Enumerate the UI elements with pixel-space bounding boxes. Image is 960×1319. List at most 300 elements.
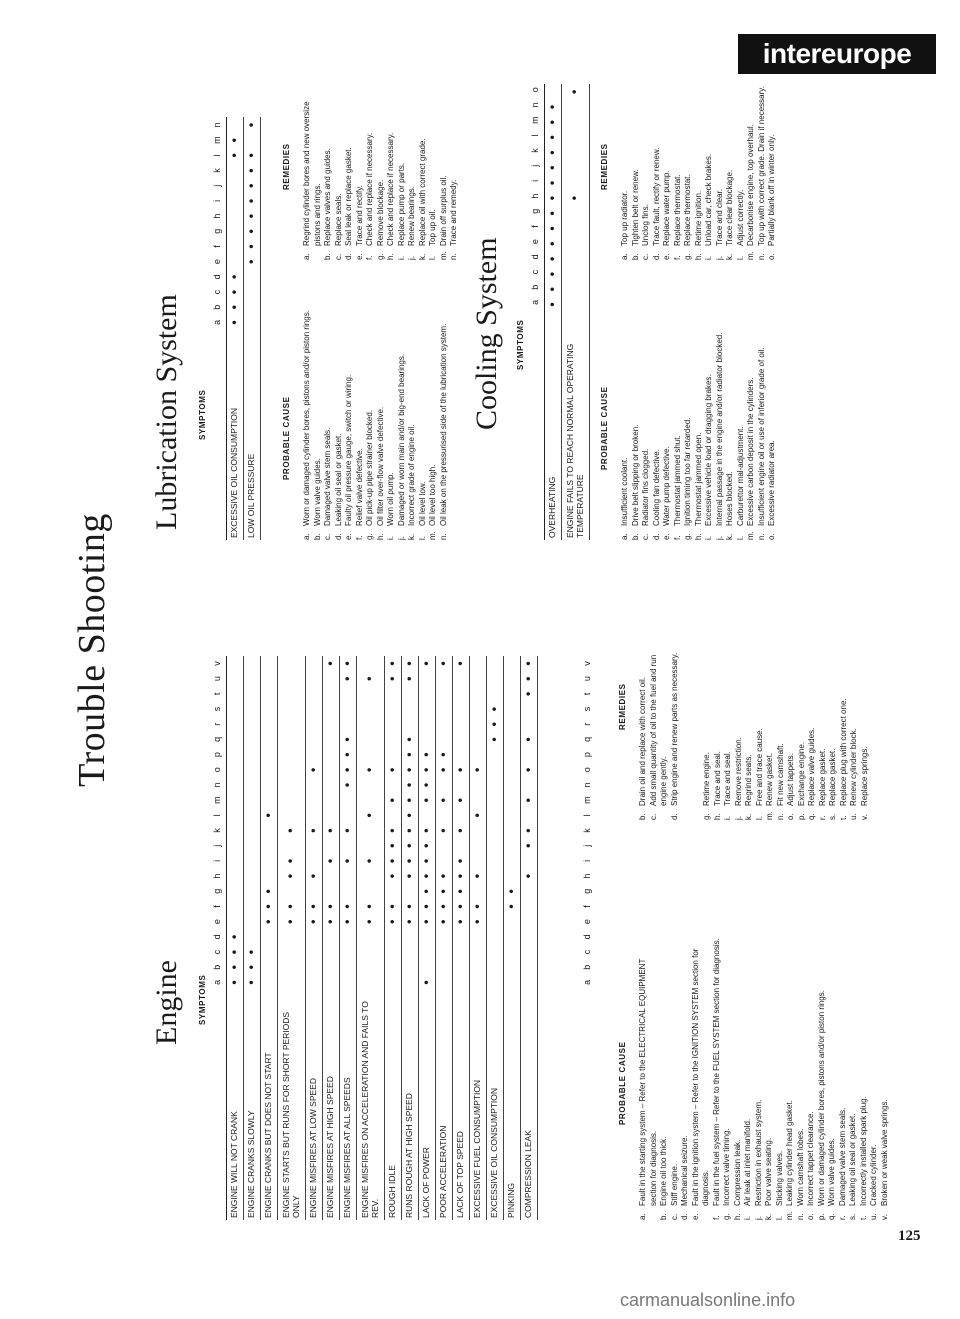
cause-mark-h: •: [568, 194, 582, 202]
probable-cause-item: [704, 275, 715, 540]
cause-mark-m: •: [545, 118, 560, 126]
item-key: n.: [775, 813, 785, 820]
remedy-item: [713, 630, 724, 820]
cause-mark-t: [261, 686, 278, 701]
item-text: Trace fault, rectify or renew.: [651, 147, 661, 246]
item-text: Unclog fins.: [641, 204, 650, 246]
cause-mark-a: [261, 975, 278, 990]
cause-mark-g: [385, 884, 402, 899]
cause-mark-n: •: [545, 103, 560, 111]
probable-cause-item: [662, 275, 673, 540]
cooling-title: Cooling System: [470, 237, 503, 430]
item-key: i.: [396, 256, 406, 260]
cause-mark-n: •: [340, 781, 355, 789]
item-text: Water pump defective.: [662, 446, 671, 526]
cause-mark-v: •: [402, 659, 417, 668]
symptom-name: POOR ACCELERATION: [438, 1125, 449, 1218]
cause-mark-n: [385, 777, 402, 792]
cause-mark-m: •: [453, 796, 468, 804]
item-key: e.: [354, 253, 364, 260]
column-letter: j: [212, 184, 222, 187]
cause-mark-u: [453, 671, 470, 686]
cause-mark-u: •: [521, 675, 536, 683]
cause-mark-m: [340, 793, 357, 808]
column-letter: t: [212, 692, 222, 696]
cause-mark-a: [521, 975, 538, 990]
lubrication-title: Lubrication System: [150, 294, 183, 530]
cause-mark-n: [470, 777, 487, 792]
cause-mark-h: [323, 869, 340, 884]
cause-mark-t: [419, 686, 436, 701]
item-key: d.: [651, 253, 661, 260]
symptom-marks: [545, 84, 562, 312]
remedy-item: [715, 85, 726, 260]
item-text: Fault in the starting system – Refer to the ELECTRICAL EQUIPMENT section for diagnosis.: [638, 958, 658, 1206]
cause-mark-m: •: [521, 796, 536, 804]
item-key: f.: [354, 535, 364, 540]
probable-cause-item: [620, 275, 631, 540]
cause-mark-g: [244, 884, 261, 899]
probable-cause-item: [725, 275, 736, 540]
cause-mark-v: •: [385, 659, 400, 668]
remedy-item: [765, 630, 776, 820]
cause-mark-m: [244, 133, 261, 148]
remedy-item: [734, 630, 745, 820]
cause-mark-j: •: [385, 842, 400, 850]
probable-cause-item: [785, 935, 796, 1220]
cause-mark-n: [487, 777, 504, 792]
cause-mark-n: •: [244, 121, 259, 129]
cause-mark-e: •: [470, 918, 485, 926]
cause-mark-v: [487, 656, 504, 671]
cause-mark-n: [306, 777, 323, 792]
cause-mark-g: [340, 884, 357, 899]
item-key: e.: [662, 533, 671, 540]
cause-mark-u: [487, 671, 504, 686]
item-key: l.: [417, 536, 427, 540]
item-key: o.: [806, 1213, 815, 1220]
cause-mark-r: [227, 717, 244, 732]
trouble-shooting-page: [70, 80, 890, 1230]
cause-mark-a: •: [419, 978, 434, 986]
cause-mark-b: [323, 960, 340, 975]
item-key: m.: [746, 251, 755, 260]
item-text: Trace and rectify.: [354, 185, 364, 246]
engine-cause-list: [638, 935, 890, 1220]
cause-mark-m: •: [419, 796, 434, 804]
cause-mark-q: [436, 732, 453, 747]
symptom-name: ENGINE MISFIRES AT ALL SPEEDS: [342, 1077, 353, 1218]
cause-mark-o: •: [385, 766, 400, 774]
symptom-name: EXCESSIVE OIL CONSUMPTION: [229, 407, 240, 538]
item-key: d.: [651, 533, 661, 540]
item-text: Check and replace if necessary.: [386, 132, 395, 246]
symptom-row: [504, 656, 521, 1220]
item-key: g.: [702, 813, 711, 820]
cause-mark-j: •: [402, 842, 417, 850]
cooling-cause-label: PROBABLE CAUSE: [600, 386, 609, 470]
column-letter: f: [212, 245, 222, 248]
cause-mark-q: [362, 732, 379, 747]
cause-mark-i: •: [385, 857, 400, 865]
cause-mark-l: [306, 808, 323, 823]
item-text: Hoses blocked.: [725, 471, 734, 526]
cause-mark-l: [385, 808, 402, 823]
item-text: Leaking oil seal or gasket.: [848, 1113, 857, 1206]
symptom-row: [244, 117, 261, 540]
cause-mark-q: •: [402, 735, 417, 743]
cause-mark-c: [340, 944, 357, 959]
cause-mark-p: [227, 747, 244, 762]
probable-cause-item: [673, 275, 684, 540]
cause-mark-r: [261, 717, 278, 732]
item-text: Worn valve guides.: [827, 1138, 836, 1206]
cause-mark-l: [567, 130, 584, 145]
cause-mark-c: [306, 944, 323, 959]
page-number: 125: [898, 1228, 921, 1244]
probable-cause-item: [733, 935, 744, 1220]
item-text: Damaged or worn main and/or big-end bearings.: [396, 353, 406, 526]
cause-mark-v: •: [453, 659, 468, 668]
probable-cause-item: [746, 275, 757, 540]
cause-mark-m: [283, 793, 300, 808]
probable-cause-item: [641, 275, 652, 540]
cause-mark-m: •: [436, 796, 451, 804]
item-key: p.: [796, 813, 806, 820]
cause-mark-i: •: [340, 857, 355, 865]
cause-mark-o: [487, 762, 504, 777]
column-letter: n: [582, 782, 592, 788]
column-letter: l: [530, 134, 540, 137]
cause-mark-c: [436, 944, 453, 959]
item-text: Oil filter over-flow valve defective.: [375, 406, 385, 526]
item-key: m.: [746, 531, 755, 540]
cause-mark-v: [244, 656, 261, 671]
item-text: Unload car, check brakes.: [704, 153, 713, 246]
item-key: t.: [838, 815, 848, 820]
symptom-marks: [362, 656, 379, 990]
symptom-row: [244, 656, 261, 1220]
cause-mark-j: [504, 838, 521, 853]
probable-cause-item: [869, 935, 880, 1220]
cause-mark-c: [470, 944, 487, 959]
item-key: c.: [641, 253, 650, 260]
column-letter: n: [530, 102, 540, 108]
remedy-item: [757, 85, 768, 260]
item-text: Regrind seats.: [744, 754, 753, 806]
cause-mark-m: [244, 793, 261, 808]
engine-symptoms-label: SYMPTOMS: [198, 974, 207, 1025]
item-key: j.: [714, 536, 724, 540]
item-text: Add small quantity of oil to the fuel and run engine gently.: [648, 654, 668, 806]
item-text: Replace gasket.: [817, 748, 827, 806]
cause-mark-t: •: [521, 690, 536, 698]
item-key: c.: [669, 1213, 679, 1220]
probable-cause-item: [754, 935, 765, 1220]
item-text: Mechanical seizure.: [680, 1135, 689, 1206]
cause-mark-f: [227, 239, 244, 254]
cause-mark-p: [261, 747, 278, 762]
cause-mark-t: [504, 686, 521, 701]
cause-mark-i: •: [363, 857, 377, 865]
cause-mark-j: •: [419, 842, 434, 850]
item-text: Replace oil with correct grade.: [417, 138, 427, 246]
cause-mark-k: •: [340, 827, 355, 835]
remedy-item: [755, 630, 766, 820]
cause-mark-e: [504, 914, 521, 929]
cause-mark-i: [504, 853, 521, 868]
cause-mark-s: [227, 701, 244, 716]
item-key: q.: [827, 1213, 836, 1220]
cause-mark-h: •: [436, 872, 451, 880]
column-letter: h: [212, 213, 222, 219]
cause-mark-c: [453, 944, 470, 959]
remedy-item: [449, 85, 460, 260]
probable-cause-item: [428, 270, 439, 540]
probable-cause-item: [683, 275, 694, 540]
remedy-item: [376, 85, 387, 260]
column-letter: n: [212, 122, 222, 128]
column-letter: q: [582, 736, 592, 742]
probable-cause-item: [439, 270, 450, 540]
engine-remedy-list-b: [702, 630, 870, 820]
probable-cause-item: [691, 935, 712, 1220]
lubrication-symptoms-label: SYMPTOMS: [198, 389, 207, 440]
column-letter: o: [530, 87, 540, 93]
cause-mark-q: •: [521, 735, 536, 743]
cause-mark-k: [261, 823, 278, 838]
cause-mark-e: •: [244, 258, 259, 266]
cause-mark-v: [362, 656, 379, 671]
cause-mark-p: [487, 747, 504, 762]
item-key: q.: [807, 813, 816, 820]
item-key: n.: [438, 533, 448, 540]
item-text: Worn oil pump.: [386, 472, 395, 526]
cause-mark-e: •: [402, 918, 417, 926]
symptom-name: OVERHEATING: [547, 476, 558, 538]
cause-mark-j: •: [244, 182, 259, 190]
cause-mark-r: [340, 717, 357, 732]
symptom-marks: [323, 656, 340, 990]
symptom-name: ENGINE WILL NOT CRANK: [229, 1111, 240, 1218]
remedy-item: [786, 630, 797, 820]
item-key: b.: [630, 253, 640, 260]
item-key: u.: [849, 813, 858, 820]
remedy-item: [776, 630, 787, 820]
cause-mark-l: [323, 808, 340, 823]
remedy-item: [807, 630, 818, 820]
symptom-row: [470, 656, 487, 1220]
item-text: Excessive carbon deposit in the cylinders.: [746, 377, 755, 526]
item-key: i.: [704, 536, 713, 540]
column-letter: o: [212, 767, 222, 773]
cause-mark-c: •: [545, 270, 560, 278]
item-text: Trace and seal.: [723, 751, 732, 806]
cause-mark-i: [227, 193, 244, 208]
cause-mark-k: [244, 823, 261, 838]
cause-mark-j: [306, 838, 323, 853]
item-key: a.: [620, 533, 629, 540]
item-key: n.: [795, 1213, 805, 1220]
cause-mark-j: [323, 838, 340, 853]
cause-mark-n: [521, 777, 538, 792]
cause-mark-l: [283, 808, 300, 823]
item-key: f.: [672, 255, 682, 260]
cause-mark-i: •: [402, 857, 417, 865]
symptom-marks: [340, 656, 357, 990]
cause-mark-k: [227, 823, 244, 838]
cause-mark-h: •: [284, 872, 298, 880]
remedy-item: [818, 630, 829, 820]
cause-mark-o: [504, 762, 521, 777]
cause-mark-k: •: [306, 827, 321, 835]
item-text: Renew gasket.: [765, 753, 774, 806]
remedy-item: [428, 85, 439, 260]
item-key: b.: [638, 813, 647, 820]
cause-mark-j: [283, 838, 300, 853]
probable-cause-item: [694, 275, 705, 540]
item-text: Top up radiator.: [620, 190, 629, 246]
cause-mark-g: [283, 884, 300, 899]
item-text: Restriction in exhaust system.: [753, 1099, 763, 1206]
item-text: Stiff engine.: [669, 1163, 679, 1206]
symptom-row: [278, 656, 306, 1220]
cause-mark-u: [306, 671, 323, 686]
item-text: Incorrect tappet clearance.: [806, 1111, 815, 1206]
symptom-name: LACK OF TOP SPEED: [455, 1131, 466, 1218]
cause-mark-o: [545, 84, 562, 99]
symptom-marks: [244, 656, 261, 990]
cause-mark-f: •: [323, 902, 338, 911]
cause-mark-a: [244, 315, 261, 330]
cause-mark-q: [385, 732, 402, 747]
cause-mark-v: [227, 656, 244, 671]
item-key: m.: [428, 531, 437, 540]
column-letter: j: [530, 164, 540, 167]
item-key: i.: [386, 536, 395, 540]
cause-mark-t: [402, 686, 419, 701]
remedy-item: [702, 630, 713, 820]
remedy-item: [725, 85, 736, 260]
column-letter: u: [582, 676, 592, 682]
cause-mark-b: [306, 960, 323, 975]
column-letter: c: [212, 289, 222, 295]
cause-mark-c: •: [227, 288, 242, 296]
cause-mark-g: [227, 884, 244, 899]
item-text: Oil level low.: [417, 481, 427, 526]
cause-mark-n: [227, 777, 244, 792]
cause-mark-d: [567, 251, 584, 266]
cause-mark-p: [306, 747, 323, 762]
rotated-page-frame: [70, 80, 890, 1230]
cause-mark-v: [504, 656, 521, 671]
item-key: a.: [620, 253, 629, 260]
item-key: v.: [879, 1214, 889, 1220]
cause-mark-l: [521, 808, 538, 823]
column-letter: g: [212, 228, 222, 234]
cause-mark-h: •: [402, 872, 417, 880]
remedy-item: [344, 85, 355, 260]
cause-mark-m: •: [385, 796, 400, 804]
cause-mark-g: [323, 884, 340, 899]
probable-cause-item: [670, 935, 681, 1220]
item-text: Compression leak.: [732, 1139, 742, 1206]
item-text: Decarbonise engine, top overhaul.: [746, 124, 755, 246]
cause-mark-s: [362, 701, 379, 716]
cause-mark-p: [453, 747, 470, 762]
lubrication-cause-list: [302, 270, 449, 540]
cause-mark-a: [385, 975, 402, 990]
cause-mark-g: [487, 884, 504, 899]
cause-mark-q: [261, 732, 278, 747]
column-letter: a: [530, 299, 540, 305]
probable-cause-item: [764, 935, 775, 1220]
item-key: h.: [732, 1213, 742, 1220]
lubrication-remedy-list: [302, 85, 460, 260]
probable-cause-item: [302, 270, 313, 540]
cause-mark-e: •: [363, 918, 377, 926]
probable-cause-item: [323, 270, 334, 540]
item-text: Replace seals.: [333, 193, 343, 246]
column-letter: v: [212, 661, 222, 666]
remedy-item: [670, 630, 681, 820]
cause-mark-r: [521, 717, 538, 732]
remedy-item: [334, 85, 345, 260]
cause-mark-h: •: [453, 872, 468, 880]
cause-mark-t: [227, 686, 244, 701]
cause-mark-i: [227, 853, 244, 868]
cause-mark-q: [419, 732, 436, 747]
cause-mark-q: [227, 732, 244, 747]
cause-mark-f: [567, 221, 584, 236]
cause-mark-b: [487, 960, 504, 975]
column-letter: i: [212, 859, 222, 862]
symptom-marks: [227, 117, 244, 330]
cause-mark-r: [436, 717, 453, 732]
item-key: h.: [693, 533, 703, 540]
symptom-row: [227, 117, 244, 540]
cause-mark-e: [567, 236, 584, 251]
cause-mark-v: •: [323, 659, 338, 668]
item-text: Top up oil.: [428, 209, 437, 246]
item-text: Broken or weak valve springs.: [879, 1099, 889, 1206]
cause-mark-m: [487, 793, 504, 808]
cause-mark-s: [340, 701, 357, 716]
cause-mark-v: [306, 656, 323, 671]
cause-mark-l: •: [261, 811, 276, 819]
cause-mark-u: [419, 671, 436, 686]
symptom-marks: [521, 656, 538, 990]
probable-cause-item: [355, 270, 366, 540]
item-key: p.: [816, 1213, 826, 1220]
probable-cause-item: [715, 275, 726, 540]
cause-mark-a: [362, 975, 379, 990]
item-key: e.: [344, 533, 353, 540]
cause-mark-h: •: [306, 872, 321, 880]
cause-mark-d: •: [545, 255, 560, 263]
item-text: Replace springs.: [859, 746, 869, 806]
cause-mark-j: [244, 838, 261, 853]
cause-mark-e: •: [419, 918, 434, 926]
symptom-name: ENGINE CRANKS BUT DOES NOT START: [263, 1052, 274, 1218]
probable-cause-item: [712, 935, 723, 1220]
cause-mark-a: [453, 975, 470, 990]
cause-mark-h: [340, 869, 357, 884]
cause-mark-b: [385, 960, 402, 975]
item-key: o.: [767, 253, 776, 260]
item-text: Internal passage in the engine and/or radiator blocked.: [714, 332, 724, 526]
symptom-name: LOW OIL PRESSURE: [246, 453, 257, 538]
